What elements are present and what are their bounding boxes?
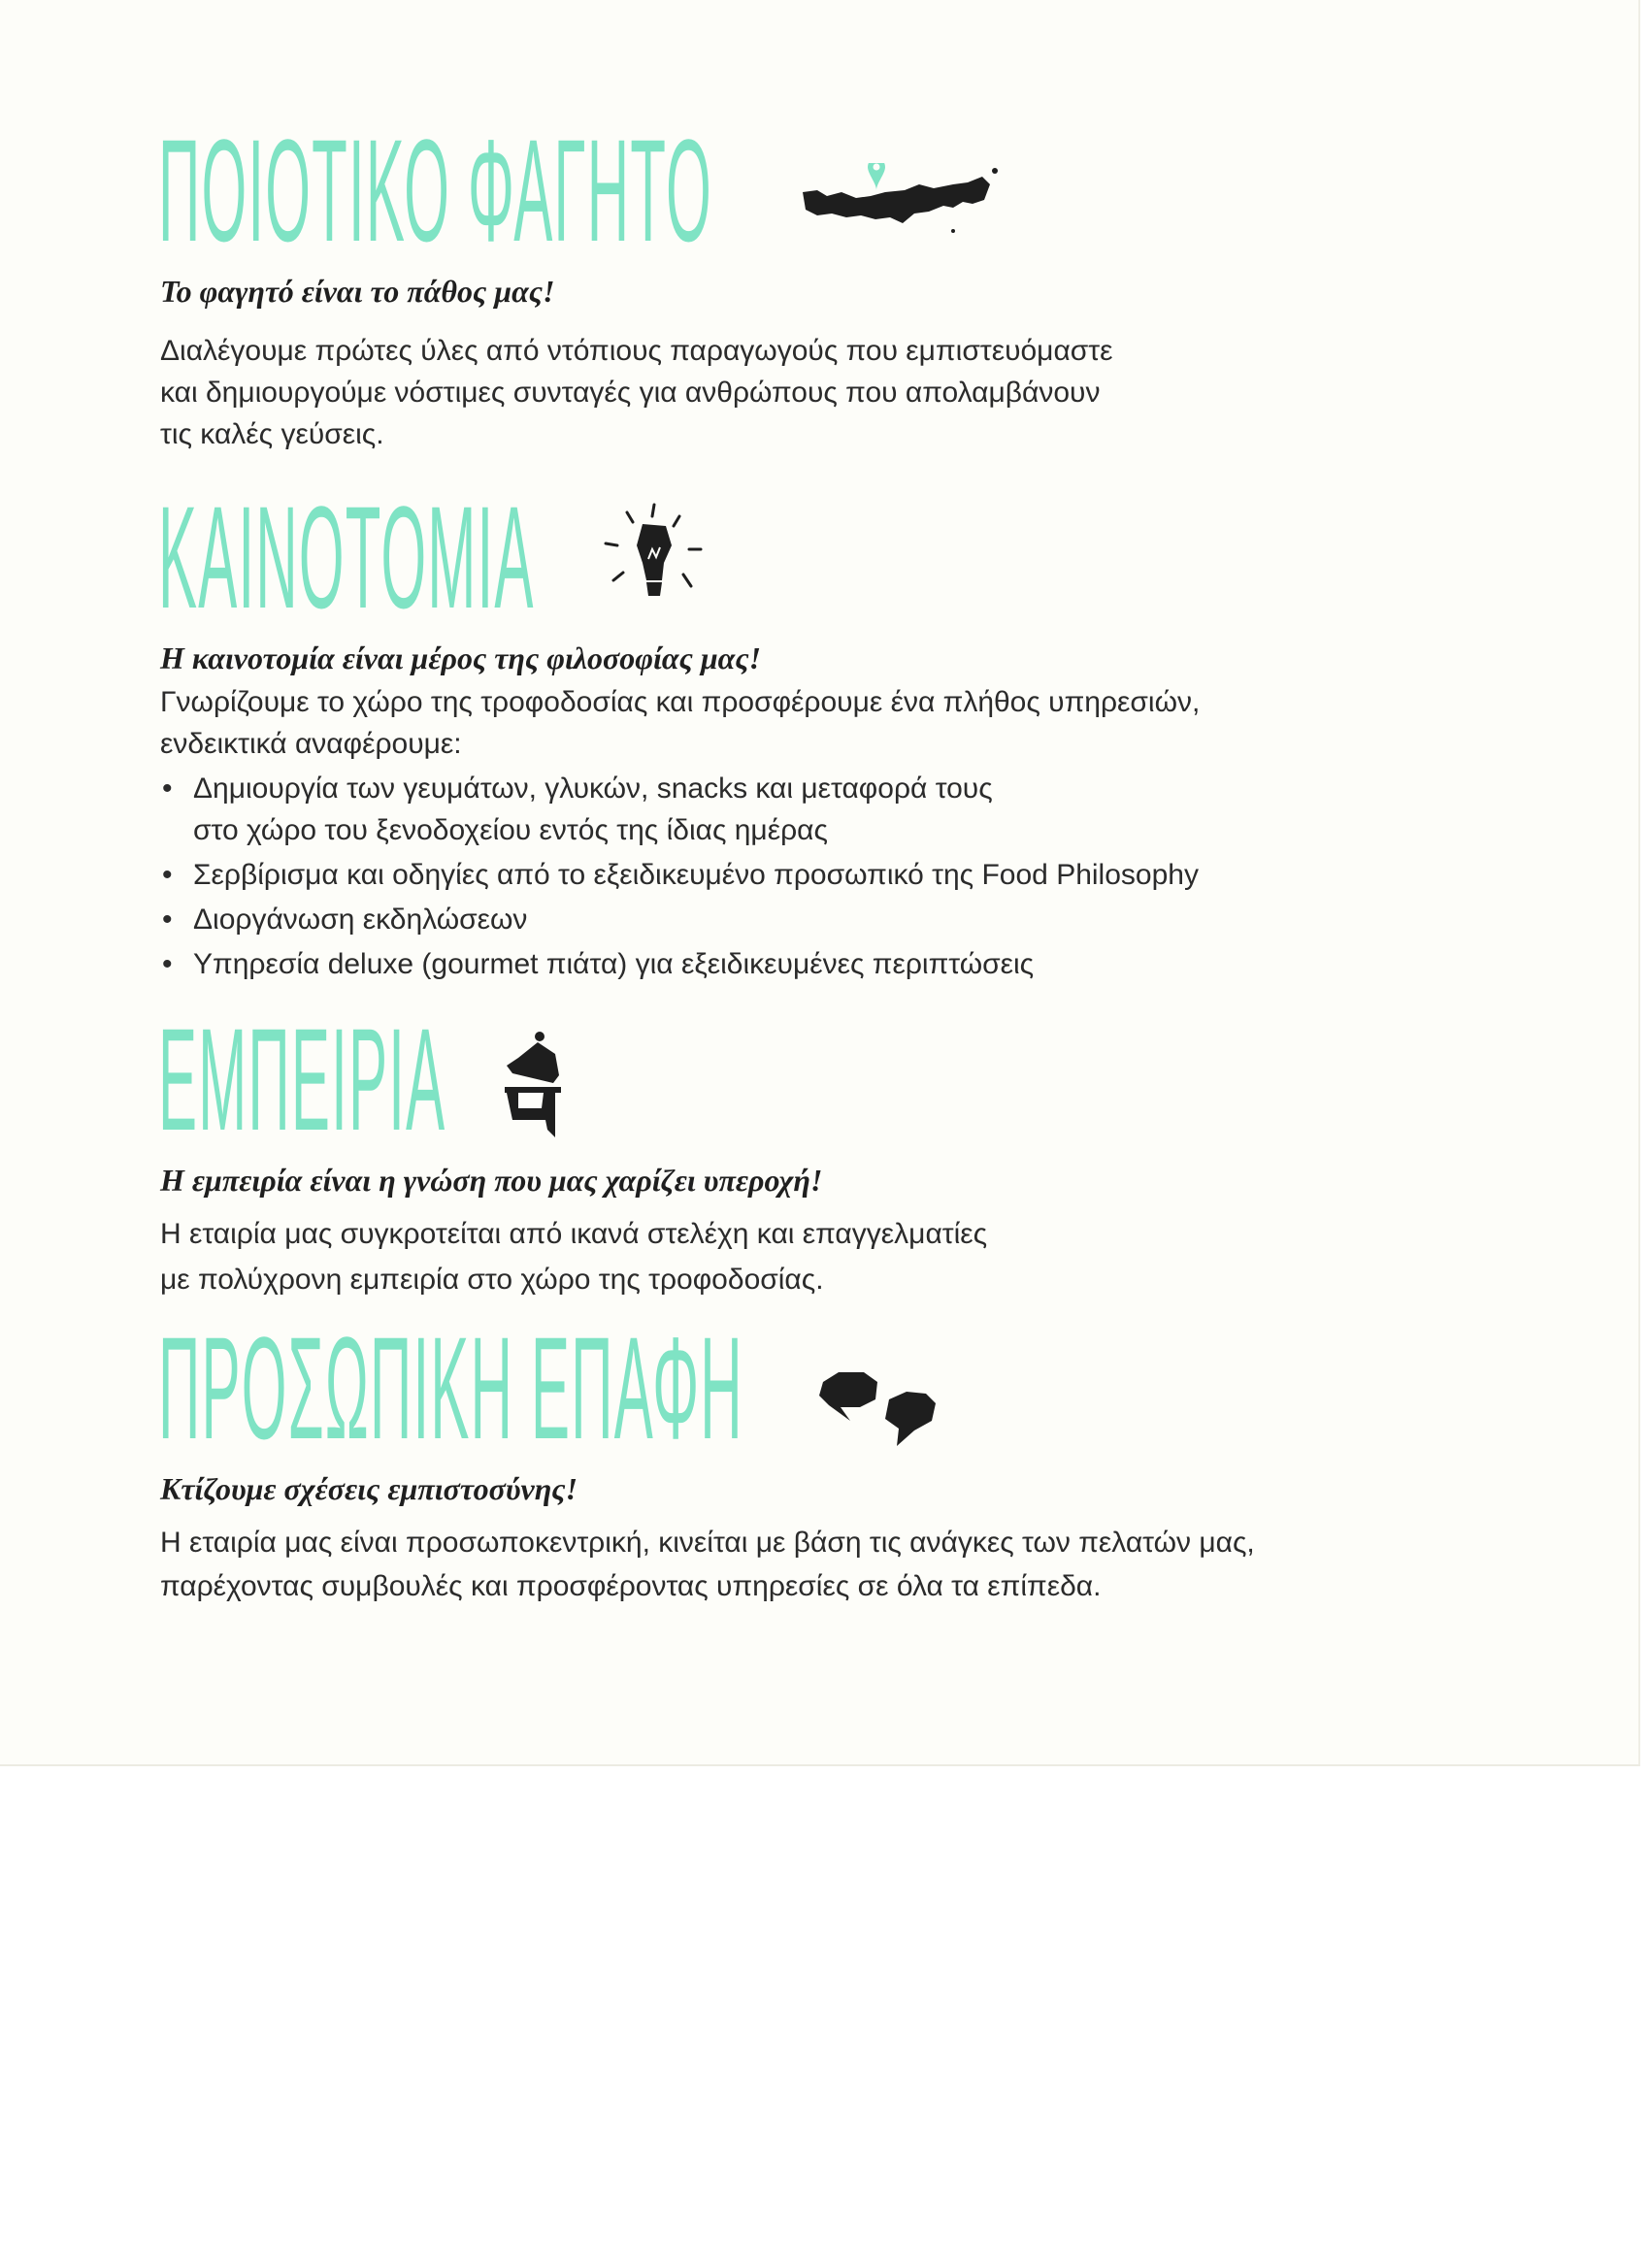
body-line: τις καλές γεύσεις. (160, 418, 384, 450)
body-line: Διαλέγουμε πρώτες ύλες από ντόπιους παραγωγούς που εμπιστευόμαστε (160, 335, 1113, 367)
bullet-item: • Υπηρεσία deluxe (gourmet πιάτα) για εξειδικευμένες περιπτώσεις (160, 943, 1200, 985)
lightbulb-icon (604, 503, 705, 604)
bullet-item: • Διοργάνωση εκδηλώσεων (160, 899, 1200, 940)
body-personal-contact (160, 1522, 1255, 1607)
body-line: Η εταιρία μας είναι προσωποκεντρική, κινείται με βάση τις ανάγκες των πελατών μας, (160, 1527, 1255, 1559)
heading-text: ΕΜΠΕΙΡΙΑ (158, 998, 446, 1161)
heading-experience (158, 996, 799, 1164)
heading-text: ΠΟΙΟΤΙΚΟ ΦΑΓΗΤΟ (158, 109, 712, 272)
heading-personal-contact (158, 1304, 799, 1472)
speech-bubbles-icon (817, 1370, 939, 1448)
body-line: με πολύχρονη εμπειρία στο χώρο της τροφοδοσίας. (160, 1264, 824, 1296)
crete-map-pin-icon (798, 163, 1002, 236)
body-quality-food (160, 330, 1113, 455)
subtitle-quality-food: Το φαγητό είναι το πάθος μας! (160, 274, 555, 309)
heading-quality-food (158, 107, 799, 275)
heading-text: ΚΑΙΝΟΤΟΜΙΑ (158, 476, 535, 639)
heading-text: ΠΡΟΣΩΠΙΚΗ ΕΠΑΦΗ (158, 1306, 743, 1469)
body-line: και δημιουργούμε νόστιμες συνταγές για ανθρώπους που απολαμβάνουν (160, 377, 1101, 409)
subtitle-experience: Η εμπειρία είναι η γνώση που μας χαρίζει υπεροχή! (160, 1163, 823, 1198)
body-line: ενδεικτικά αναφέρουμε: (160, 728, 462, 760)
subtitle-innovation: Η καινοτομία είναι μέρος της φιλοσοφίας μας! (160, 641, 762, 675)
waiter-cloche-icon (499, 1029, 567, 1145)
bullet-item-continuation: στο χώρο του ξενοδοχείου εντός της ίδιας ημέρας (193, 814, 828, 846)
body-line: Γνωρίζουμε το χώρο της τροφοδοσίας και προσφέρουμε ένα πλήθος υπηρεσιών, (160, 686, 1201, 718)
body-line: Η εταιρία μας συγκροτείται από ικανά στελέχη και επαγγελματίες (160, 1218, 988, 1250)
body-innovation (160, 681, 1200, 985)
subtitle-personal-contact: Κτίζουμε σχέσεις εμπιστοσύνης! (160, 1471, 578, 1506)
bullet-item: • Δημιουργία των γευμάτων, γλυκών, snacks και μεταφορά τους (160, 768, 1200, 809)
bullet-item: • Σερβίρισμα και οδηγίες από το εξειδικευμένο προσωπικό της Food Philosophy (160, 854, 1200, 896)
body-line: παρέχοντας συμβουλές και προσφέροντας υπηρεσίες σε όλα τα επίπεδα. (160, 1570, 1102, 1602)
body-experience (160, 1213, 987, 1300)
